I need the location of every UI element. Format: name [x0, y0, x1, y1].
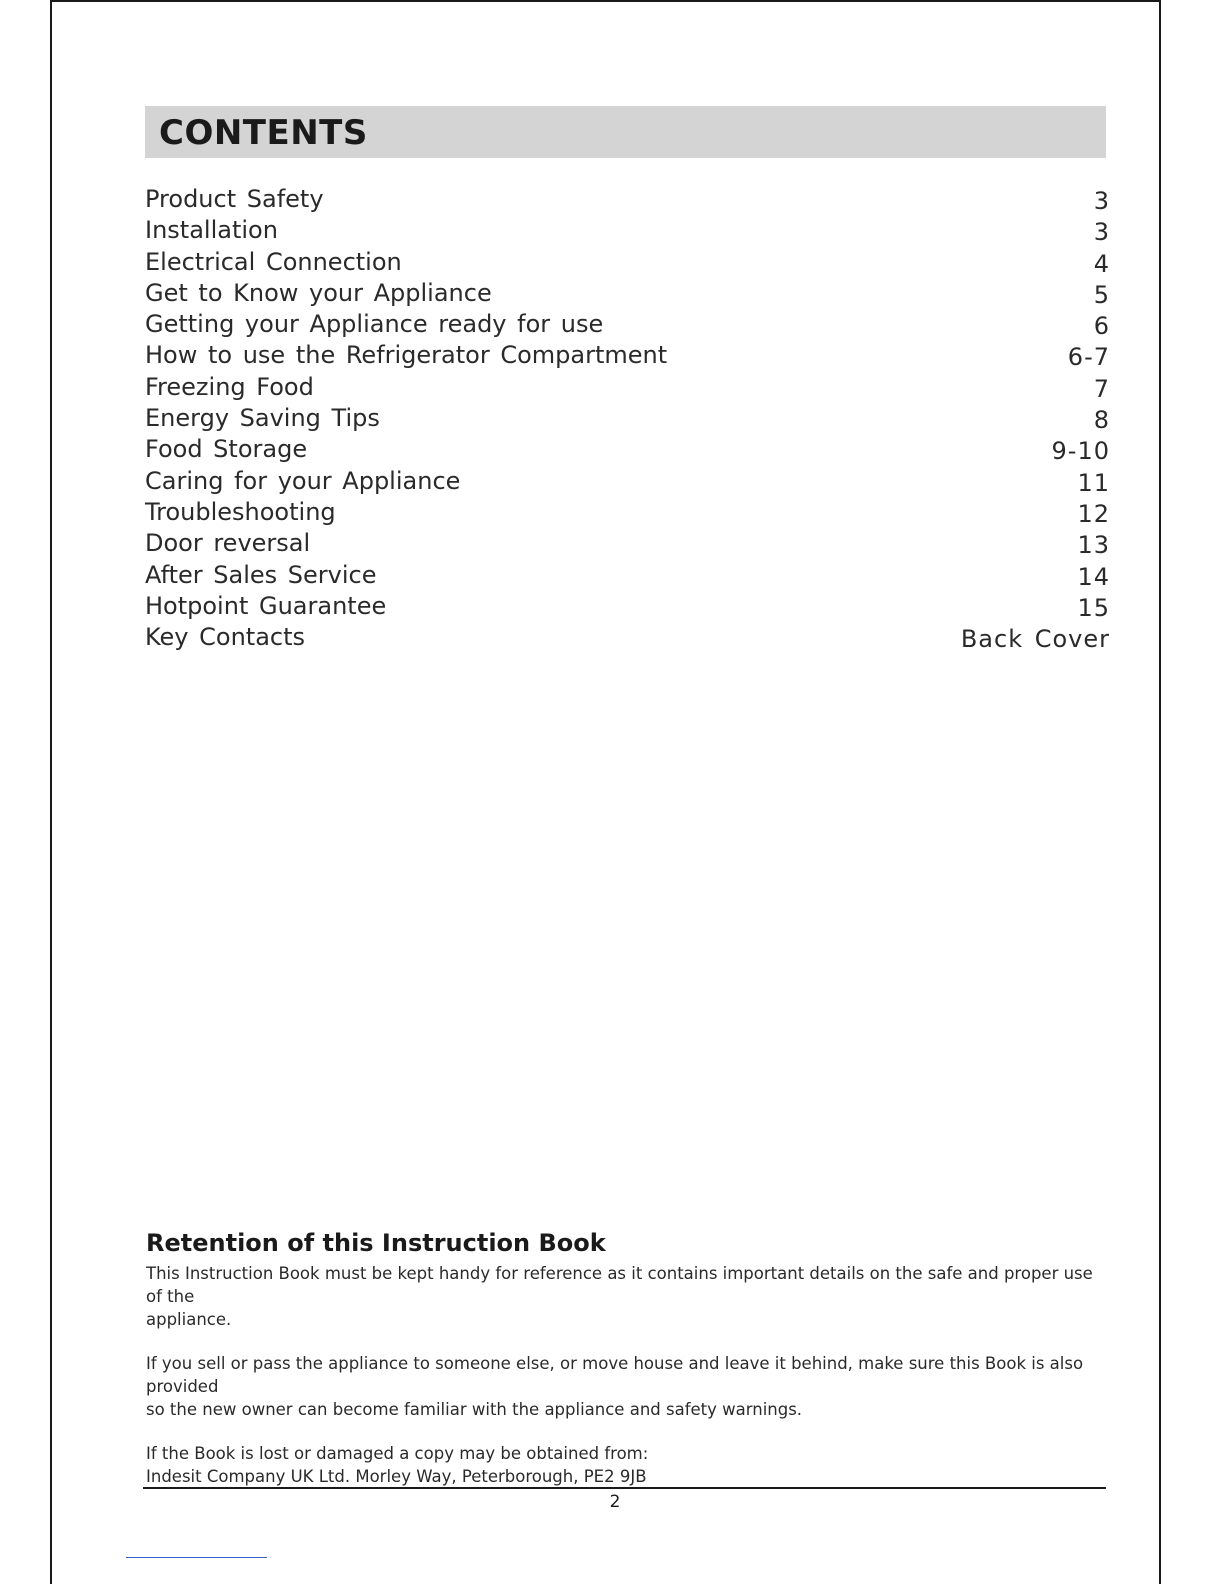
- toc-entry[interactable]: [145, 309, 1110, 340]
- toc-entry-page: 7: [1093, 374, 1110, 403]
- page-border-right: [1159, 0, 1161, 1584]
- toc-entry-page: 9-10: [1051, 437, 1110, 466]
- page-title: CONTENTS: [159, 113, 368, 153]
- retention-section: [146, 1228, 1108, 1509]
- toc-entry-label: Getting your Appliance ready for use: [145, 310, 604, 339]
- retention-heading: Retention of this Instruction Book: [146, 1229, 606, 1257]
- retention-paragraph: [146, 1262, 1108, 1331]
- toc-entry[interactable]: [145, 560, 1110, 591]
- toc-entry-page: 6: [1093, 312, 1110, 341]
- toc-entry-label: Hotpoint Guarantee: [145, 591, 387, 620]
- toc-entry-page: 6-7: [1067, 343, 1110, 372]
- toc-entry-label: Troubleshooting: [145, 497, 336, 526]
- toc-entry-label: Freezing Food: [145, 372, 314, 401]
- toc-entry-label: Energy Saving Tips: [145, 404, 380, 433]
- toc-entry-label: Door reversal: [145, 529, 311, 558]
- toc-entry[interactable]: [145, 215, 1110, 246]
- toc-entry-page: 4: [1093, 249, 1110, 278]
- table-of-contents: [145, 184, 1110, 653]
- toc-entry-page: 15: [1077, 593, 1110, 622]
- toc-entry[interactable]: [145, 278, 1110, 309]
- retention-text-line: appliance.: [146, 1310, 232, 1329]
- toc-entry[interactable]: [145, 622, 1110, 653]
- toc-entry-label: Product Safety: [145, 185, 324, 213]
- footer-divider: [143, 1487, 1106, 1489]
- toc-entry[interactable]: [145, 434, 1110, 465]
- toc-entry-page: 13: [1077, 531, 1110, 560]
- toc-entry-page: 11: [1077, 468, 1110, 497]
- retention-text-line: If you sell or pass the appliance to someone else, or move house and leave it behind, make sure this Book is also provided: [146, 1354, 1084, 1396]
- page-border-top: [50, 0, 1161, 2]
- toc-entry-page: Back Cover: [960, 625, 1110, 654]
- toc-entry[interactable]: [145, 340, 1110, 371]
- retention-text-line: If the Book is lost or damaged a copy may be obtained from:: [146, 1444, 649, 1463]
- toc-entry[interactable]: [145, 528, 1110, 559]
- retention-text-line: This Instruction Book must be kept handy for reference as it contains important details on the safe and proper use of the: [146, 1264, 1093, 1306]
- toc-entry-page: 8: [1093, 406, 1110, 435]
- retention-text-line: Indesit Company UK Ltd. Morley Way, Peterborough, PE2 9JB: [146, 1467, 647, 1486]
- toc-entry[interactable]: [145, 372, 1110, 403]
- toc-entry-label: Caring for your Appliance: [145, 466, 461, 495]
- toc-entry[interactable]: [145, 497, 1110, 528]
- toc-entry-label: Key Contacts: [145, 623, 306, 652]
- link-underline[interactable]: [126, 1557, 267, 1558]
- toc-entry[interactable]: [145, 184, 1110, 215]
- toc-entry[interactable]: [145, 247, 1110, 278]
- toc-entry[interactable]: [145, 403, 1110, 434]
- toc-entry-page: 5: [1093, 280, 1110, 309]
- toc-entry-label: Food Storage: [145, 435, 308, 464]
- retention-text-line: so the new owner can become familiar with the appliance and safety warnings.: [146, 1400, 803, 1419]
- page-number: 2: [609, 1492, 621, 1512]
- toc-entry-label: Get to Know your Appliance: [145, 278, 492, 307]
- toc-entry-label: Installation: [145, 216, 278, 245]
- page-border-left: [50, 0, 52, 1584]
- toc-entry-page: 12: [1077, 499, 1110, 528]
- toc-entry-page: 14: [1077, 562, 1110, 591]
- retention-paragraph: [146, 1352, 1108, 1421]
- contents-header-bar: [145, 106, 1106, 158]
- toc-entry[interactable]: [145, 466, 1110, 497]
- retention-paragraph: [146, 1442, 1108, 1488]
- toc-entry-page: 3: [1093, 187, 1110, 215]
- toc-entry[interactable]: [145, 591, 1110, 622]
- toc-entry-label: Electrical Connection: [145, 247, 402, 276]
- toc-entry-label: How to use the Refrigerator Compartment: [145, 341, 668, 370]
- toc-entry-label: After Sales Service: [145, 560, 377, 589]
- toc-entry-page: 3: [1093, 218, 1110, 247]
